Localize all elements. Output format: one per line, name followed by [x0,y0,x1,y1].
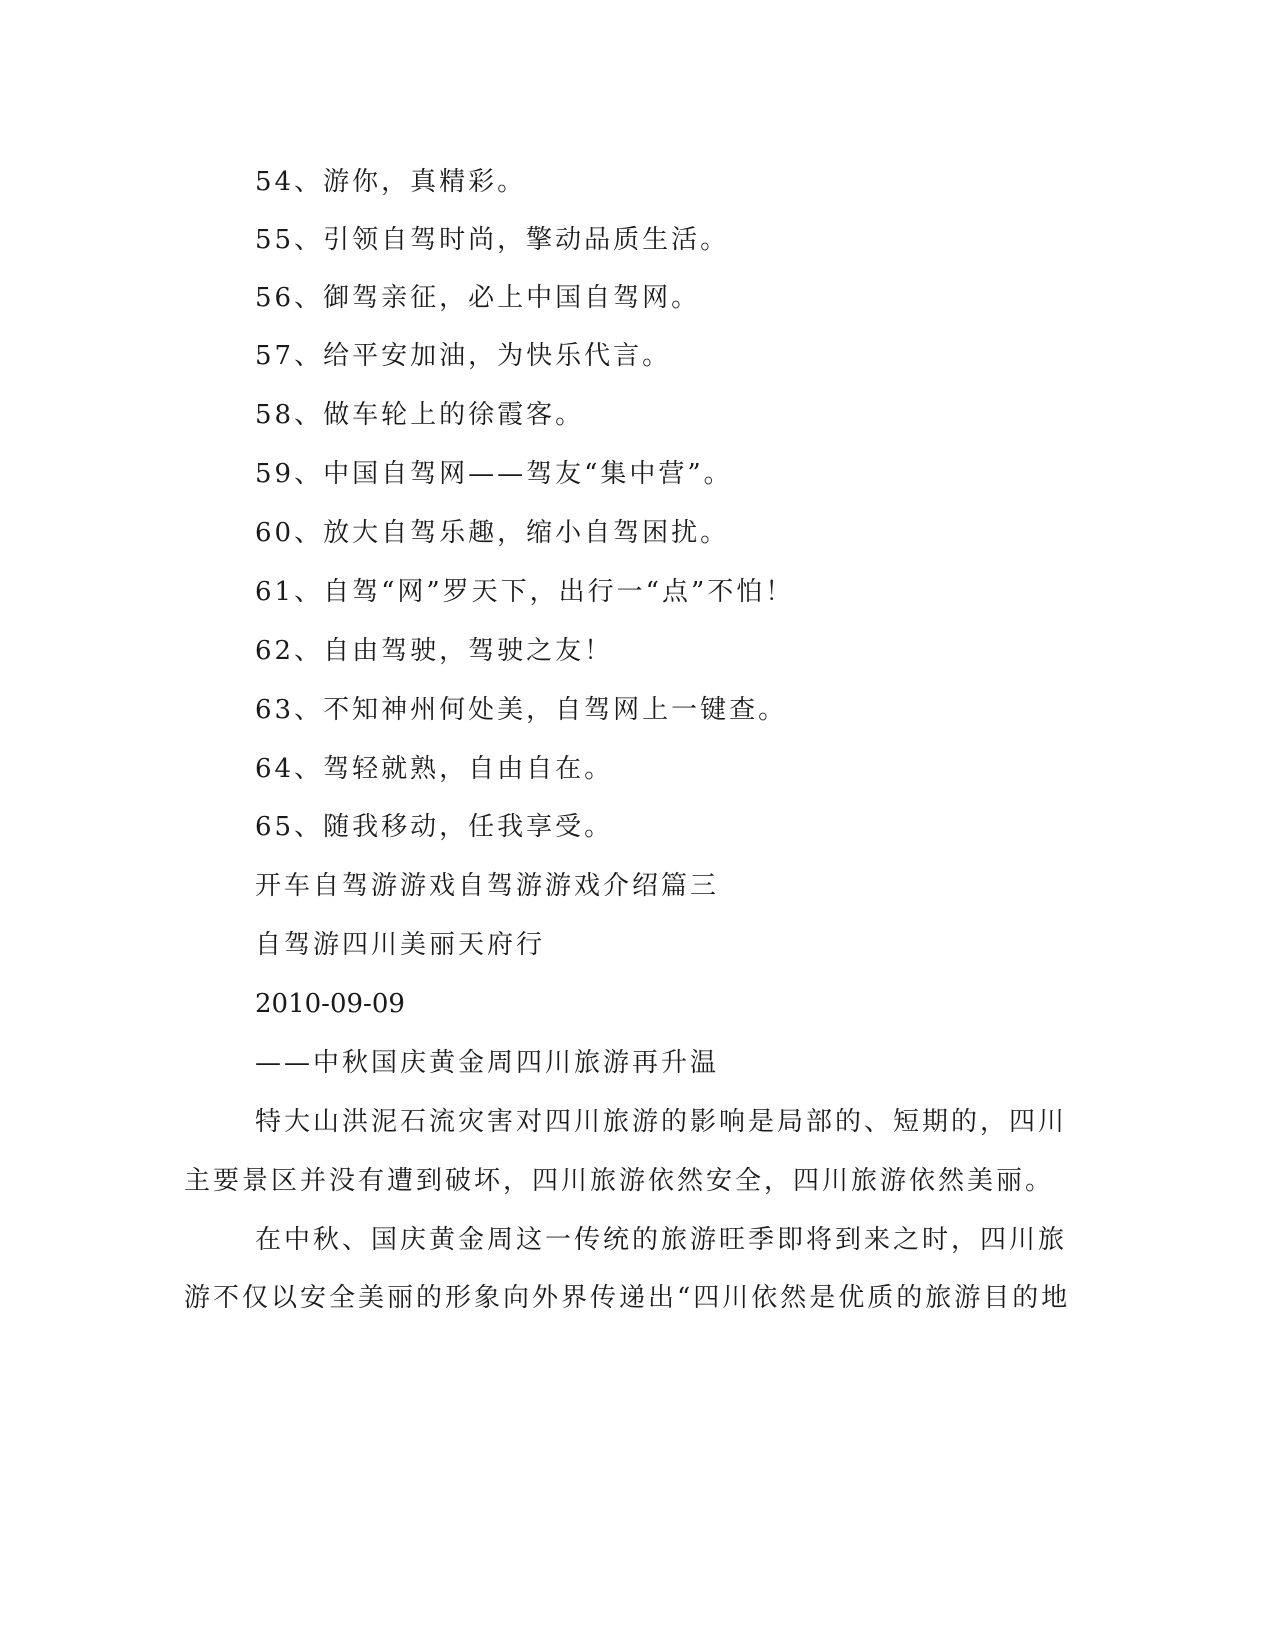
slogan-65: 65、随我移动，任我享受。 [255,812,614,842]
article-title: 自驾游四川美丽天府行 [255,930,546,960]
slogan-60: 60、放大自驾乐趣，缩小自驾困扰。 [255,518,730,548]
slogan-61: 61、自驾“网”罗天下，出行一“点”不怕！ [255,577,795,607]
article-date: 2010-09-09 [255,989,405,1019]
slogan-63: 63、不知神州何处美，自驾网上一键查。 [255,695,788,725]
paragraph-2-line-2: 游不仅以安全美丽的形象向外界传递出“四川依然是优质的旅游目的地 [184,1283,1071,1313]
slogan-59: 59、中国自驾网——驾友“集中营”。 [255,459,733,489]
slogan-58: 58、做车轮上的徐霞客。 [255,400,585,430]
paragraph-2-line-1: 在中秋、国庆黄金周这一传统的旅游旺季即将到来之时，四川旅 [255,1225,1068,1255]
slogan-62: 62、自由驾驶，驾驶之友！ [255,636,614,666]
section-heading: 开车自驾游游戏自驾游游戏介绍篇三 [255,871,720,901]
slogan-64: 64、驾轻就熟，自由自在。 [255,754,614,784]
slogan-55: 55、引领自驾时尚，擎动品质生活。 [255,225,730,255]
slogan-54: 54、游你，真精彩。 [255,167,527,197]
slogan-56: 56、御驾亲征，必上中国自驾网。 [255,283,701,313]
paragraph-1-line-2: 主要景区并没有遭到破坏，四川旅游依然安全，四川旅游依然美丽。 [184,1166,1055,1196]
article-subtitle: ——中秋国庆黄金周四川旅游再升温 [255,1048,720,1078]
paragraph-1-line-1: 特大山洪泥石流灾害对四川旅游的影响是局部的、短期的，四川 [255,1107,1068,1137]
slogan-57: 57、给平安加油，为快乐代言。 [255,341,672,371]
